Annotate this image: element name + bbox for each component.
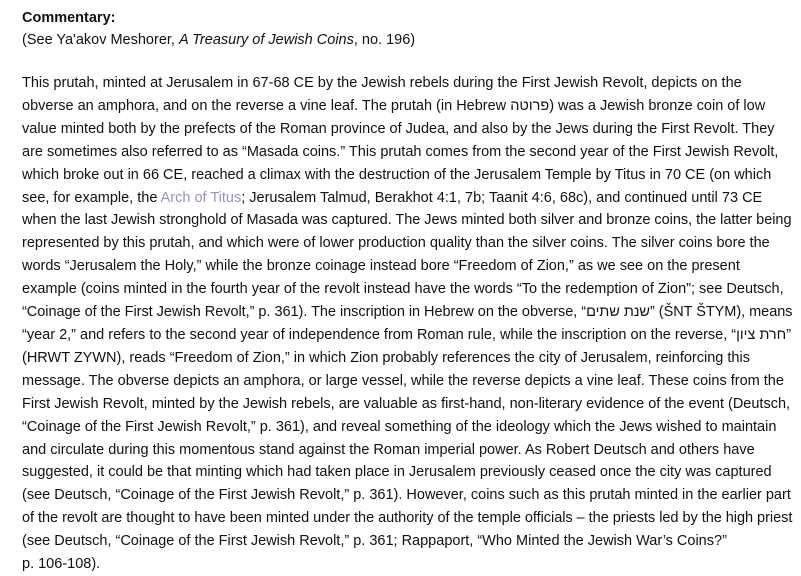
body-text-run: obverse an amphora, and on the reverse a vine leaf. The prutah (in Hebrew <box>22 97 511 114</box>
body-text-run: “year 2,” and refers to the second year of independence from Roman rule, while the inscription on the reverse, “ <box>22 326 737 343</box>
body-line: suggested, it could be that minting which had taken place in Jerusalem previously ceased once the city was captured <box>22 464 772 481</box>
body-text-run: ) was a Jewish bronze coin of low <box>549 97 766 114</box>
body-line: of the revolt are thought to have been minted under the authority of the temple officials – the priests led by the high priest <box>22 510 793 527</box>
body-line: First Jewish Revolt, minted by the Jewish rebels, are valuable as first-hand, non-literary evidence of the event (Deutsch, <box>22 395 791 412</box>
body-text-run: ; Jerusalem Talmud, Berakhot 4:1, 7b; Taanit 4:6, 68c), and continued until 73 CE <box>241 189 763 206</box>
body-line: and circulate during this momentous stand against the Roman imperial power. As Robert Deutsch and others have <box>22 441 755 458</box>
hebrew-word-prutah: פרוטה <box>510 97 550 114</box>
body-line <box>22 95 792 118</box>
body-line: (see Deutsch, “Coinage of the First Jewish Revolt,” p. 361). However, coins such as this prutah minted in the earlier part <box>22 487 791 504</box>
body-line: are sometimes also referred to as “Masada coins.” This prutah comes from the second year of the First Jewish Revolt, <box>22 143 779 160</box>
body-text-run: “Coinage of the First Jewish Revolt,” p. 361). The inscription in Hebrew on the obverse, “ <box>22 304 587 321</box>
commentary-body <box>22 72 792 576</box>
citation-prefix: (See Ya'akov Meshorer, <box>22 32 179 48</box>
body-line: which broke out in 66 CE, reached a climax with the destruction of the Jerusalem Temple by Titus in 70 CE (on which <box>22 166 772 183</box>
body-line: (HRWT ZYWN), reads “Freedom of Zion,” in which Zion probably references the city of Jerusalem, reinforcing this <box>22 349 750 366</box>
body-line <box>22 324 792 347</box>
commentary-heading: Commentary: <box>22 10 116 26</box>
citation-book-title: A Treasury of Jewish Coins <box>178 32 354 48</box>
body-line: This prutah, minted at Jerusalem in 67-68 CE by the Jewish rebels during the First Jewish Revolt, depicts on the <box>22 75 742 91</box>
citation-line <box>22 30 792 50</box>
body-line: represented by this prutah, and which were of lower production quality than the silver coins. The silver coins bore the <box>22 235 770 252</box>
hebrew-inscription-obverse: שנת שתים <box>586 304 650 321</box>
body-text-run: ” <box>786 326 792 343</box>
body-line: (see Deutsch, “Coinage of the First Jewish Revolt,” p. 361; Rappaport, “Who Minted the Jewish War’s Coins?” <box>22 533 727 550</box>
body-line: value minted both by the prefects of the Roman province of Judea, and also by the Jews during the First Revolt. They <box>22 120 775 137</box>
citation-suffix: , no. 196) <box>353 32 416 48</box>
body-line: p. 106-108). <box>22 556 101 573</box>
body-line: words “Jerusalem the Holy,” while the bronze coinage instead bore “Freedom of Zion,” as we see on the present <box>22 258 740 275</box>
body-line: “Coinage of the First Jewish Revolt,” p. 361), and reveal something of the ideology which the Jews wished to maintain <box>22 418 777 435</box>
body-line: example (coins minted in the fourth year of the revolt instead have the words “To the redemption of Zion”; see Deutsch, <box>22 281 784 298</box>
body-line: message. The obverse depicts an amphora, or large vessel, while the reverse depicts a vine leaf. These coins from the <box>22 372 784 389</box>
commentary-section <box>22 8 792 576</box>
arch-of-titus-link[interactable]: Arch of Titus <box>160 189 242 206</box>
body-line: when the last Jewish stronghold of Masada was captured. The Jews minted both silver and bronze coins, the latter being <box>22 212 792 229</box>
body-text-run: see, for example, the <box>22 189 161 206</box>
body-line <box>22 301 792 324</box>
body-text-run: ” (ŠNT ŠTYM), means <box>649 304 793 321</box>
body-line <box>22 187 792 210</box>
hebrew-inscription-reverse: חרת ציון <box>736 326 787 343</box>
